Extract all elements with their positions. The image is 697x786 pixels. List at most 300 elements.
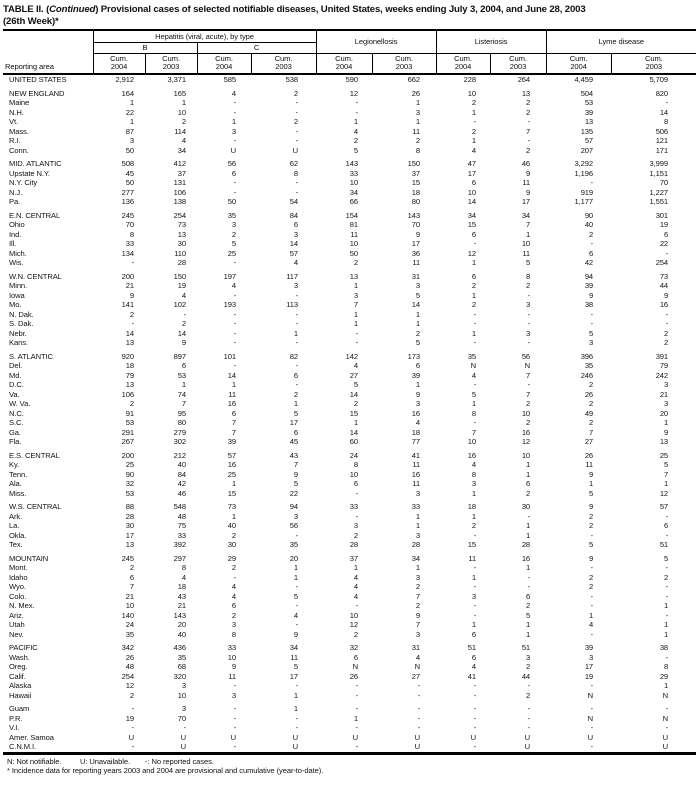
value-cell: 25 [227, 248, 236, 258]
value-cell: - [473, 713, 477, 723]
value-cell: - [665, 319, 669, 328]
value-cell: 2 [525, 98, 531, 107]
value-cell: 10 [467, 88, 477, 98]
value-cell: 291 [121, 427, 134, 437]
reporting-area-cell: UNITED STATES [9, 75, 67, 84]
value-cell: - [527, 511, 531, 521]
value-cell: 8 [353, 460, 359, 469]
table-row [3, 681, 696, 691]
value-cell: 4,459 [574, 75, 594, 84]
value-cell: - [590, 591, 594, 601]
value-cell: - [417, 713, 421, 723]
value-cell: 2 [129, 309, 134, 319]
value-cell: 17 [125, 530, 134, 540]
value-cell: 392 [173, 540, 186, 549]
value-cell: 14 [659, 107, 669, 117]
value-cell: 40 [177, 629, 186, 639]
value-cell: 538 [285, 75, 299, 84]
value-cell: 5 [353, 380, 359, 389]
value-cell: - [417, 681, 421, 690]
value-cell: 14 [411, 300, 421, 309]
value-cell: 10 [125, 601, 134, 610]
value-cell: - [665, 652, 669, 662]
value-cell: 143 [345, 159, 359, 168]
value-cell: - [233, 704, 236, 713]
value-cell: 548 [173, 502, 186, 511]
value-cell: 1 [588, 479, 594, 488]
value-cell: 9 [588, 290, 594, 300]
value-cell: 301 [655, 210, 669, 220]
value-cell: 13 [349, 271, 359, 281]
value-cell: - [665, 591, 669, 601]
value-cell: 110 [174, 248, 186, 258]
column-header-hepb-cum2004: Cum. 2004 [93, 53, 145, 74]
value-cell: - [527, 319, 531, 328]
value-cell: 9 [129, 290, 134, 300]
value-cell: 4 [231, 591, 236, 601]
reporting-area-cell: PACIFIC [9, 643, 38, 652]
value-cell: 8 [181, 563, 186, 572]
column-header-hepc-cum2004: Cum. 2004 [197, 53, 251, 74]
value-cell: 24 [125, 620, 134, 629]
value-cell: - [233, 178, 236, 187]
value-cell: 2,912 [115, 75, 134, 84]
value-cell: 5 [588, 488, 594, 498]
value-cell: - [355, 723, 359, 732]
value-cell: 21 [659, 389, 669, 399]
table-row [3, 188, 696, 198]
value-cell: - [295, 309, 299, 319]
table-row [3, 371, 696, 381]
value-cell: 35 [584, 361, 594, 370]
value-cell: 22 [289, 488, 299, 498]
value-cell: - [527, 572, 531, 582]
value-cell: U [180, 742, 186, 751]
value-cell: 7 [525, 370, 531, 380]
value-cell: U [292, 145, 299, 155]
value-cell: - [233, 361, 236, 370]
value-cell: - [473, 601, 477, 610]
value-cell: 50 [125, 145, 134, 155]
reporting-area-cell: Calif. [9, 671, 26, 681]
value-cell: 1 [663, 601, 669, 610]
lyme-group-header: Lyme disease [546, 30, 696, 53]
value-cell: 212 [173, 450, 186, 460]
value-cell: 3 [471, 591, 477, 601]
reporting-area-cell: Oreg. [9, 662, 28, 671]
value-cell: 40 [584, 220, 594, 229]
value-cell: - [473, 117, 477, 126]
value-cell: 11 [412, 460, 421, 469]
reporting-area-cell: Kans. [9, 338, 28, 347]
value-cell: 4 [293, 258, 299, 267]
reporting-area-cell: N.C. [9, 408, 24, 418]
value-cell: 2 [129, 690, 134, 700]
value-cell: - [473, 582, 477, 591]
value-cell: 75 [177, 521, 186, 530]
value-cell: 136 [121, 197, 134, 206]
value-cell: 3 [415, 629, 421, 639]
table-row [3, 653, 696, 663]
value-cell: 40 [227, 521, 236, 530]
table-row [3, 620, 696, 630]
value-cell: 21 [125, 281, 134, 290]
value-cell: - [590, 563, 594, 572]
value-cell: 1 [415, 511, 421, 521]
value-cell: - [233, 328, 236, 338]
value-cell: 6 [293, 370, 299, 380]
value-cell: 245 [121, 210, 134, 220]
value-cell: 2 [471, 521, 477, 530]
value-cell: 18 [125, 361, 134, 370]
value-cell: 1 [231, 511, 236, 521]
value-cell: 2 [525, 107, 531, 117]
value-cell: U [524, 732, 531, 742]
value-cell: 1 [415, 521, 421, 530]
table-row [3, 742, 696, 753]
value-cell: - [590, 530, 594, 540]
value-cell: 820 [655, 88, 669, 98]
value-cell: 62 [289, 159, 299, 168]
value-cell: 1 [231, 117, 236, 126]
value-cell: 13 [521, 88, 531, 98]
value-cell: 106 [121, 389, 134, 399]
value-cell: 17 [289, 671, 299, 681]
value-cell: 16 [521, 427, 531, 437]
value-cell: 8 [129, 229, 134, 239]
value-cell: 70 [659, 178, 669, 187]
table-row [3, 258, 696, 268]
value-cell: 12 [521, 437, 531, 446]
table-row [3, 380, 696, 390]
value-cell: 29 [659, 671, 669, 681]
value-cell: 1 [353, 117, 359, 126]
value-cell: - [527, 704, 531, 713]
table-row [3, 108, 696, 118]
value-cell: 5 [293, 591, 299, 601]
table-row [3, 319, 696, 329]
value-cell: 10 [177, 107, 186, 117]
value-cell: - [131, 258, 134, 267]
legend-line [7, 757, 696, 766]
value-cell: - [527, 136, 531, 145]
reporting-area-cell: MID. ATLANTIC [9, 159, 62, 168]
value-cell: 135 [580, 126, 594, 136]
value-cell: 6 [353, 479, 359, 488]
value-cell: 2 [525, 690, 531, 700]
table-row [3, 498, 696, 512]
disease-table [3, 29, 696, 755]
incidence-note: * Incidence data for reporting years 2003 and 2004 are provisional and cumulative (year-to-date). [7, 765, 324, 775]
table-row [3, 573, 696, 583]
value-cell: - [355, 742, 359, 751]
value-cell: 1 [525, 229, 531, 239]
value-cell: 19 [584, 671, 594, 681]
reporting-area-cell: Utah [9, 620, 25, 629]
reporting-area-cell: V.I. [9, 723, 20, 732]
value-cell: - [233, 187, 236, 197]
value-cell: 7 [129, 582, 134, 591]
value-cell: 165 [173, 88, 186, 98]
value-cell: 27 [411, 671, 421, 681]
value-cell: 1 [525, 620, 531, 629]
value-cell: 919 [580, 187, 594, 197]
value-cell: 4 [181, 136, 186, 145]
value-cell: 7 [525, 220, 531, 229]
value-cell: 14 [349, 389, 359, 399]
value-cell: 391 [655, 351, 669, 361]
value-cell: 2 [471, 98, 477, 107]
value-cell: 33 [125, 239, 134, 248]
value-cell: 16 [227, 399, 236, 408]
hepatitis-group-header: Hepatitis (viral, acute), by type [93, 30, 316, 42]
value-cell: 2 [471, 126, 477, 136]
value-cell: - [233, 713, 236, 723]
column-header-hepb-cum2003: Cum. 2003 [145, 53, 197, 74]
legend-unavailable: U: Unavailable. [80, 756, 131, 766]
value-cell: 6 [231, 601, 236, 610]
value-cell: - [590, 742, 594, 751]
table-row [3, 281, 696, 291]
table-row [3, 630, 696, 640]
reporting-area-cell: Va. [9, 389, 20, 399]
column-header-lyme-cum2004: Cum. 2004 [546, 53, 611, 74]
value-cell: 84 [177, 469, 186, 479]
table-row [3, 300, 696, 310]
value-cell: 4 [353, 361, 359, 370]
table-title-line2: (26th Week)* [3, 15, 59, 27]
value-cell: 30 [125, 521, 134, 530]
value-cell: 57 [227, 450, 236, 460]
reporting-area-cell: N. Dak. [9, 309, 34, 319]
value-cell: 35 [125, 629, 134, 639]
table-row [3, 98, 696, 108]
value-cell: 3,292 [574, 159, 594, 168]
value-cell: 1 [293, 328, 299, 338]
value-cell: 20 [659, 408, 669, 418]
value-cell: - [527, 713, 531, 723]
value-cell: 7 [231, 418, 236, 427]
value-cell: 17 [584, 662, 594, 671]
value-cell: U [180, 732, 186, 742]
value-cell: 18 [177, 582, 186, 591]
value-cell: 2 [588, 418, 594, 427]
value-cell: 8 [663, 117, 669, 126]
value-cell: 11 [585, 460, 594, 469]
reporting-area-cell: S. ATLANTIC [9, 351, 53, 361]
value-cell: 3 [525, 300, 531, 309]
value-cell: 12 [467, 248, 477, 258]
value-cell: 1 [353, 319, 359, 328]
value-cell: - [665, 704, 669, 713]
value-cell: 1 [525, 530, 531, 540]
value-cell: 2 [588, 582, 594, 591]
value-cell: - [295, 98, 299, 107]
reporting-area-cell: N.H. [9, 107, 24, 117]
legionellosis-group-header: Legionellosis [316, 30, 436, 53]
value-cell: 200 [121, 271, 134, 281]
legend-not-notifiable: N: Not notifiable. [7, 756, 62, 766]
value-cell: 3 [293, 511, 299, 521]
value-cell: 3 [231, 620, 236, 629]
reporting-area-cell: NEW ENGLAND [9, 88, 65, 98]
value-cell: 7 [525, 389, 531, 399]
hep-b-subheader: B [93, 42, 197, 53]
value-cell: - [665, 563, 669, 572]
value-cell: 3 [588, 652, 594, 662]
reporting-area-cell: Okla. [9, 530, 27, 540]
value-cell: 193 [223, 300, 236, 309]
value-cell: 10 [467, 187, 477, 197]
table-row [3, 329, 696, 339]
value-cell: 82 [289, 351, 299, 361]
value-cell: 48 [125, 662, 134, 671]
value-cell: 2 [231, 610, 236, 620]
value-cell: 1 [353, 281, 359, 290]
value-cell: 15 [467, 220, 477, 229]
value-cell: 173 [407, 351, 421, 361]
value-cell: 16 [659, 300, 669, 309]
value-cell: 25 [227, 469, 236, 479]
value-cell: 6 [663, 229, 669, 239]
value-cell: 1,227 [649, 187, 669, 197]
value-cell: - [355, 511, 359, 521]
value-cell: - [355, 488, 359, 498]
reporting-area-cell: Ga. [9, 427, 21, 437]
value-cell: - [473, 530, 477, 540]
value-cell: - [295, 338, 299, 347]
value-cell: 18 [467, 502, 477, 511]
reporting-area-cell: W. Va. [9, 399, 31, 408]
value-cell: N [524, 361, 531, 370]
value-cell: 17 [467, 168, 477, 178]
value-cell: - [473, 563, 477, 572]
value-cell: 3 [353, 521, 359, 530]
value-cell: 3,371 [167, 75, 186, 84]
footnotes [7, 757, 696, 775]
value-cell: 102 [173, 300, 186, 309]
listeriosis-group-header: Listeriosis [436, 30, 546, 53]
value-cell: N [414, 662, 421, 671]
table-row [3, 489, 696, 499]
value-cell: - [473, 681, 477, 690]
value-cell: 54 [289, 197, 299, 206]
value-cell: 57 [584, 136, 594, 145]
value-cell: 88 [125, 502, 134, 511]
value-cell: 11 [412, 126, 421, 136]
value-cell: 2 [231, 530, 236, 540]
value-cell: 1 [415, 563, 421, 572]
value-cell: - [590, 723, 594, 732]
value-cell: - [295, 187, 299, 197]
value-cell: - [233, 290, 236, 300]
reporting-area-cell: R.I. [9, 136, 21, 145]
value-cell: - [590, 704, 594, 713]
reporting-area-cell: Hawaii [9, 690, 32, 700]
value-cell: - [295, 126, 299, 136]
value-cell: 1 [415, 319, 421, 328]
value-cell: - [355, 107, 359, 117]
value-cell: 2 [663, 338, 669, 347]
reporting-area-cell: Miss. [9, 488, 27, 498]
table-row [3, 563, 696, 573]
value-cell: 79 [659, 361, 669, 370]
value-cell: 36 [411, 248, 421, 258]
value-cell: 6 [471, 178, 477, 187]
value-cell: 5 [525, 610, 531, 620]
value-cell: 150 [407, 159, 421, 168]
value-cell: 27 [349, 370, 359, 380]
value-cell: 95 [177, 408, 186, 418]
table-row [3, 249, 696, 259]
value-cell: 5 [588, 540, 594, 549]
value-cell: 56 [521, 351, 531, 361]
column-header-hepc-cum2003: Cum. 2003 [251, 53, 316, 74]
value-cell: - [295, 361, 299, 370]
reporting-area-cell: MOUNTAIN [9, 553, 49, 563]
value-cell: 14 [125, 328, 134, 338]
value-cell: 143 [407, 210, 421, 220]
value-cell: 1 [663, 418, 669, 427]
value-cell: 7 [293, 460, 299, 469]
value-cell: 6 [129, 572, 134, 582]
value-cell: 3 [415, 399, 421, 408]
value-cell: 33 [411, 502, 421, 511]
value-cell: U [230, 732, 236, 742]
value-cell: - [233, 107, 236, 117]
value-cell: 7 [353, 300, 359, 309]
value-cell: 1 [231, 479, 236, 488]
table-row [3, 672, 696, 682]
value-cell: 33 [177, 530, 186, 540]
value-cell: - [295, 723, 299, 732]
value-cell: 3 [231, 220, 236, 229]
value-cell: 9 [663, 427, 669, 437]
value-cell: 22 [125, 107, 134, 117]
value-cell: 131 [173, 178, 186, 187]
value-cell: 3 [415, 572, 421, 582]
value-cell: 2 [588, 380, 594, 389]
value-cell: 279 [173, 427, 186, 437]
value-cell: 1 [663, 479, 669, 488]
reporting-area-cell: Wyo. [9, 582, 26, 591]
value-cell: 35 [467, 351, 477, 361]
value-cell: 134 [121, 248, 134, 258]
value-cell: 1 [353, 713, 359, 723]
value-cell: 3 [415, 530, 421, 540]
value-cell: 28 [349, 540, 359, 549]
value-cell: 2 [231, 229, 236, 239]
value-cell: 6 [293, 427, 299, 437]
value-cell: 1 [353, 563, 359, 572]
value-cell: 1 [231, 380, 236, 389]
table-row [3, 714, 696, 724]
reporting-area-cell: Ala. [9, 479, 22, 488]
value-cell: 1 [525, 521, 531, 530]
value-cell: - [355, 681, 359, 690]
value-cell: 1 [471, 511, 477, 521]
value-cell: 4 [353, 126, 359, 136]
value-cell: 38 [659, 643, 669, 652]
reporting-area-cell: S. Dak. [9, 319, 34, 328]
value-cell: 14 [289, 239, 299, 248]
value-cell: 2 [663, 572, 669, 582]
value-cell: 3 [181, 681, 186, 690]
value-cell: 81 [349, 220, 359, 229]
value-cell: 11 [522, 178, 531, 187]
value-cell: 7 [525, 126, 531, 136]
value-cell: 5 [293, 408, 299, 418]
